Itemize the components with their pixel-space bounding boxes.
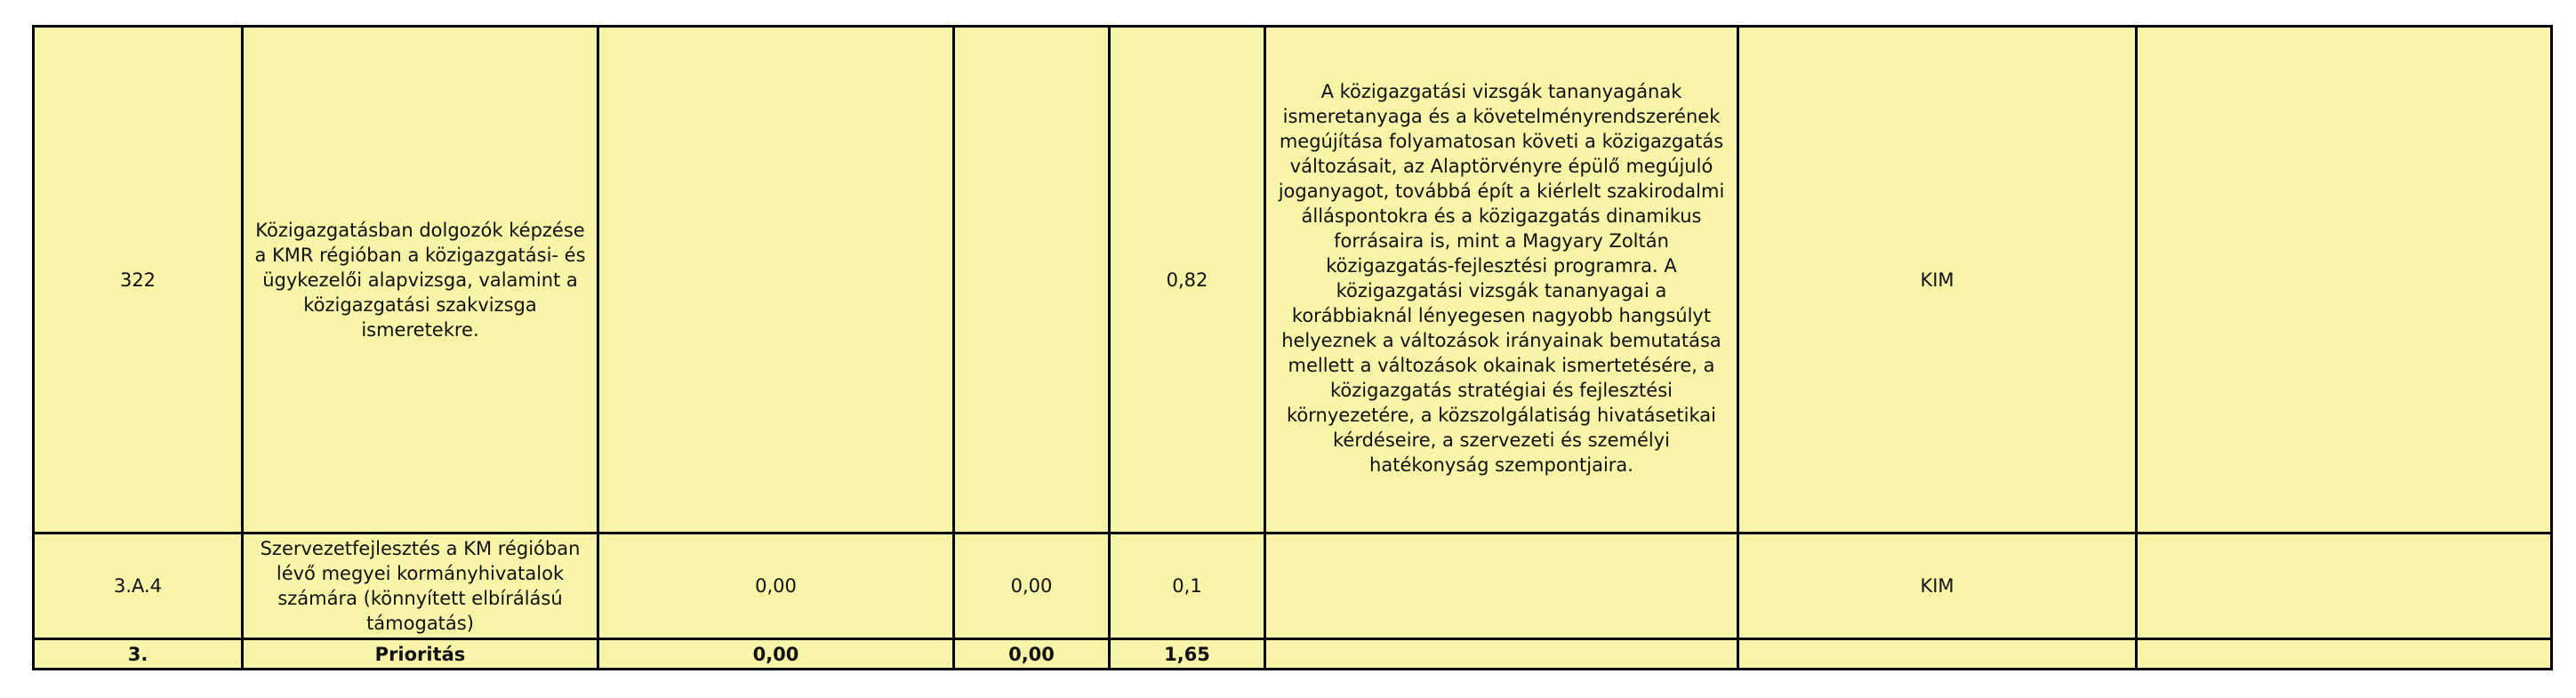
- total-extra-cell: [2137, 639, 2552, 670]
- row-id-cell: 3.A.4: [34, 534, 243, 639]
- description-cell: A közigazgatási vizsgák tananyagának ismeretanyaga és a követelményrendszerének megújítása folyamatosan követi a közigazgatás változásait, az Alaptörvényre épülő megújuló joganyagot, továbbá épít a kiérlelt szakirodalmi álláspontokra és a közigazgatás dinamikus forrásaira is, mint a Magyary Zoltán közigazgatás-fejlesztési programra. A közigazgatási vizsgák tananyagai a korábbiaknál lényegesen nagyobb hangsúlyt helyeznek a változások irányainak bemutatása mellett a változások okainak ismertetésére, a közigazgatás stratégiai és fejlesztési környezetére, a közszolgálatiság hivatásetikai kérdéseire, a szervezeti és személyi hatékonyság szempontjaira.: [1265, 27, 1738, 534]
- row-id-cell: 322: [34, 27, 243, 534]
- total-id-cell: 3.: [34, 639, 243, 670]
- value-c-cell: 0,1: [1110, 534, 1265, 639]
- total-title-cell: Prioritás: [243, 639, 598, 670]
- extra-cell: [2137, 27, 2552, 534]
- row-title-cell: Közigazgatásban dolgozók képzése a KMR régióban a közigazgatási- és ügykezelői alapvizsga, valamint a közigazgatási szakvizsga ismeretekre.: [243, 27, 598, 534]
- total-value-c-cell: 1,65: [1110, 639, 1265, 670]
- value-a-cell: 0,00: [598, 534, 954, 639]
- table-row: [34, 534, 2552, 639]
- description-cell: [1265, 534, 1738, 639]
- table-row: [34, 27, 2552, 534]
- total-description-cell: [1265, 639, 1738, 670]
- priority-table: [32, 25, 2553, 670]
- total-value-a-cell: 0,00: [598, 639, 954, 670]
- value-a-cell: [598, 27, 954, 534]
- extra-cell: [2137, 534, 2552, 639]
- organization-cell: KIM: [1738, 27, 2137, 534]
- value-b-cell: [954, 27, 1110, 534]
- value-c-cell: 0,82: [1110, 27, 1265, 534]
- value-b-cell: 0,00: [954, 534, 1110, 639]
- organization-cell: KIM: [1738, 534, 2137, 639]
- total-organization-cell: [1738, 639, 2137, 670]
- row-title-cell: Szervezetfejlesztés a KM régióban lévő megyei kormányhivatalok számára (könnyített elbírálású támogatás): [243, 534, 598, 639]
- total-value-b-cell: 0,00: [954, 639, 1110, 670]
- total-row: [34, 639, 2552, 670]
